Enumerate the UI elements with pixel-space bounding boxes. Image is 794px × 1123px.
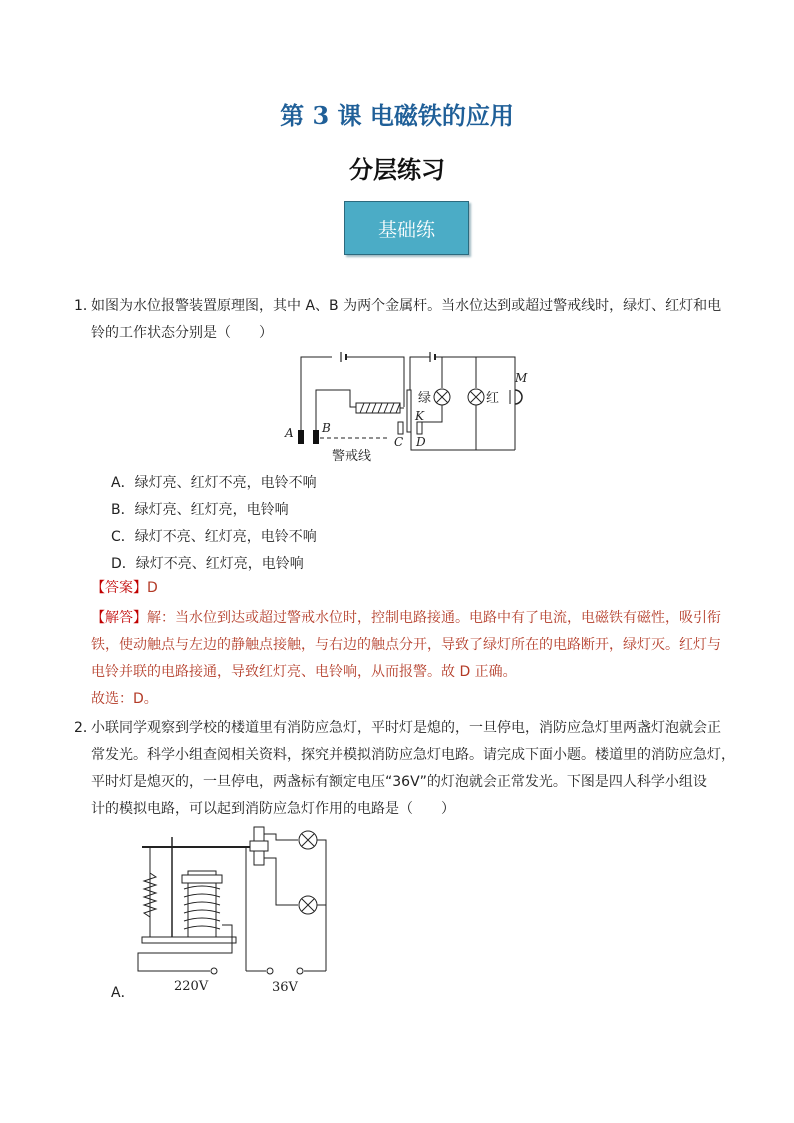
q1-number: 1． xyxy=(74,298,97,314)
q1-option-a: A．绿灯亮、红灯不亮，电铃不响 xyxy=(111,475,317,491)
answer-value: D xyxy=(147,580,158,596)
q2-line4: 计的模拟电路，可以起到消防应急灯作用的电路是（ ） xyxy=(91,801,455,817)
rod-b xyxy=(313,430,319,444)
q2-option-a-figure xyxy=(128,825,343,1000)
q1-option-b: B．绿灯亮、红灯亮，电铃响 xyxy=(111,502,289,518)
page-title: 第 3 课 电磁铁的应用 xyxy=(280,101,514,130)
section-box xyxy=(344,201,469,255)
q1-option-c: C．绿灯不亮、红灯亮，电铃不响 xyxy=(111,529,317,545)
rod-a xyxy=(298,430,304,444)
label-d: D xyxy=(416,435,426,449)
section-label: 基础练 xyxy=(377,218,435,241)
voltage-left: 220V xyxy=(174,979,209,994)
q2-line3: 平时灯是熄灭的，一旦停电，两盏标有额定电压“36V”的灯泡就会正常发光。下图是四人科学小组设 xyxy=(91,774,707,790)
voltage-right: 36V xyxy=(272,980,298,995)
q2-number: 2． xyxy=(74,720,97,736)
q1-answer xyxy=(91,575,158,602)
q2-option-a-label: A． xyxy=(111,985,135,1001)
label-m: M xyxy=(515,371,528,385)
q1-conclusion: 故选：D。 xyxy=(91,691,158,707)
analysis-tag: 【解答】 xyxy=(91,610,147,626)
q2-line1: 小联同学观察到学校的楼道里有消防应急灯，平时灯是熄的，一旦停电，消防应急灯里两盏灯泡就会正 xyxy=(91,720,721,736)
q1-analysis-line2: 铁，使动触点与左边的静触点接触，与右边的触点分开，导致了绿灯所在的电路断开，绿灯灭。红灯与 xyxy=(91,637,721,653)
label-green: 绿 xyxy=(418,391,432,406)
label-b: B xyxy=(322,421,331,435)
q1-analysis-line1 xyxy=(91,605,721,632)
label-red: 红 xyxy=(486,391,500,406)
q1-line2: 铃的工作状态分别是（ ） xyxy=(91,325,273,341)
label-warning: 警戒线 xyxy=(332,449,372,464)
page-subtitle: 分层练习 xyxy=(349,155,445,184)
q1-line1: 如图为水位报警装置原理图，其中 A、B 为两个金属杆。当水位达到或超过警戒线时，绿灯、红灯和电 xyxy=(91,298,722,314)
label-c: C xyxy=(394,435,404,449)
label-k: K xyxy=(415,409,424,423)
q2-line2: 常发光。科学小组查阅相关资料，探究并模拟消防应急灯电路。请完成下面小题。楼道里的消防应急灯， xyxy=(91,747,735,763)
q1-option-d: D．绿灯不亮、红灯亮，电铃响 xyxy=(111,556,304,572)
answer-tag: 【答案】 xyxy=(91,580,147,596)
label-a: A xyxy=(285,426,294,440)
q1-analysis-line3: 电铃并联的电路接通，导致红灯亮、电铃响，从而报警。故 D 正确。 xyxy=(91,664,517,680)
analysis-text-1: 解：当水位到达或超过警戒水位时，控制电路接通。电路中有了电流，电磁铁有磁性，吸引衔 xyxy=(147,610,721,626)
q1-circuit-figure xyxy=(280,350,540,465)
